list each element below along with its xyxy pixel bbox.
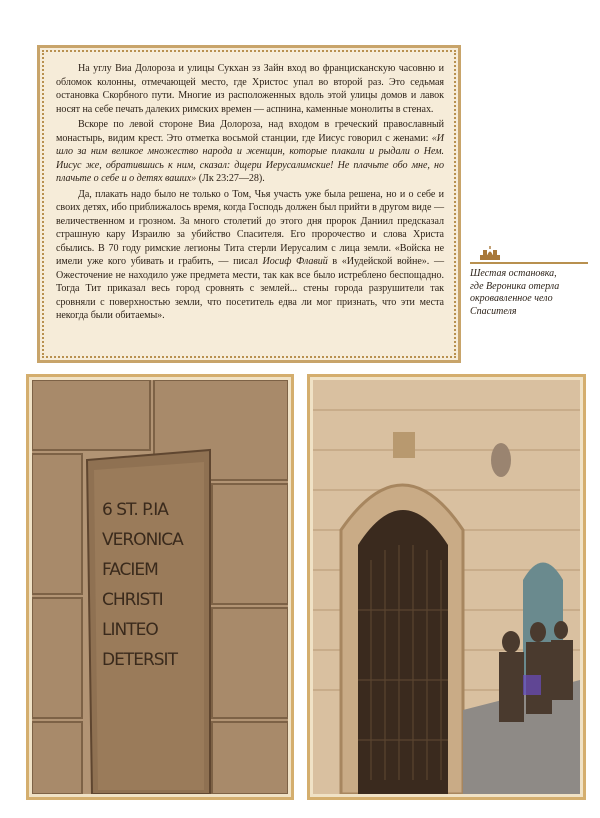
gospel-reference: (Лк 23:27—28). xyxy=(196,173,265,184)
paragraph-2-text: Вскоре по левой стороне Виа Долороза, над входом в греческий православный монастырь, видим крест. Это отметка восьмой станции, где Иисус говорил с женами: xyxy=(56,119,444,144)
stone-wall-image xyxy=(32,380,288,794)
inscription-line: 6 ST. P.IA xyxy=(102,500,168,520)
inscription-line: FACIEM xyxy=(102,560,158,580)
inscription-line: LINTEO xyxy=(102,620,158,640)
paragraph-3 xyxy=(56,188,444,323)
photo-chapel-doorway xyxy=(307,374,586,800)
author-name: Иосиф Флавий xyxy=(262,256,328,267)
paragraph-1: На углу Виа Долороза и улицы Сукхан эз Зайн вход во францисканскую часовню и обломок колонны, отмечающей место, где Христос упал во второй раз. Это седьмая остановка Скорбного пути. Многие из расположенных вдоль этой улицы домов и лавок носят на себе печать далеких римских времен — аспнина, каменные монолиты в стенах. xyxy=(56,63,444,115)
paragraph-2 xyxy=(56,118,444,186)
inscription-line: VERONICA xyxy=(102,530,183,550)
paragraph-3-text-a: Да, плакать надо было не только о Том, Чья участь уже была решена, но и о себе и своих детях, ибо приближалось время, когда Господь должен был прийти в другом виде — величественном и грозном. За много столетий до этого дня пророк Даниил предсказал страшную кару Израилю за убийство Спасителя. Его пророчество и слова Христа сбылись. В 70 году римские легионы Тита стерли Иерусалим с лица земли. «Войска не имели уже кого убивать и грабить, — писал xyxy=(56,188,444,267)
inscription-line: DETERSIT xyxy=(102,650,177,670)
text-block xyxy=(37,45,461,363)
photo-inscription-stone xyxy=(26,374,294,800)
photo-caption: Шестая остановка, где Вероника отерла окровавленное чело Спасителя xyxy=(470,268,560,317)
gospel-quote: «И шло за ним великое множество народа и женщин, которые плакали и рыдали о Нем. Иисус же, обратившись к ним, сказал: дщери Иерусалимские! Не плачьте обо мне, но плачьте о себе и о детях ваших» xyxy=(56,132,444,184)
doorway-street-image xyxy=(313,380,580,794)
paragraph-3-text-b: в «Иудейской войне». — Ожесточение не находило уже предмета мести, так как все было истреблено беспощадно. Тогда Тит приказал весь город сровнять с землей... стены города разрушители так сровняли с поверхностью земли, что посетитель едва ли мог признать, что эти места некогда были обитаемы». xyxy=(56,256,444,321)
jerusalem-ornament-icon xyxy=(480,246,500,260)
caption-rule xyxy=(470,262,588,264)
inscription-line: CHRISTI xyxy=(102,590,163,610)
